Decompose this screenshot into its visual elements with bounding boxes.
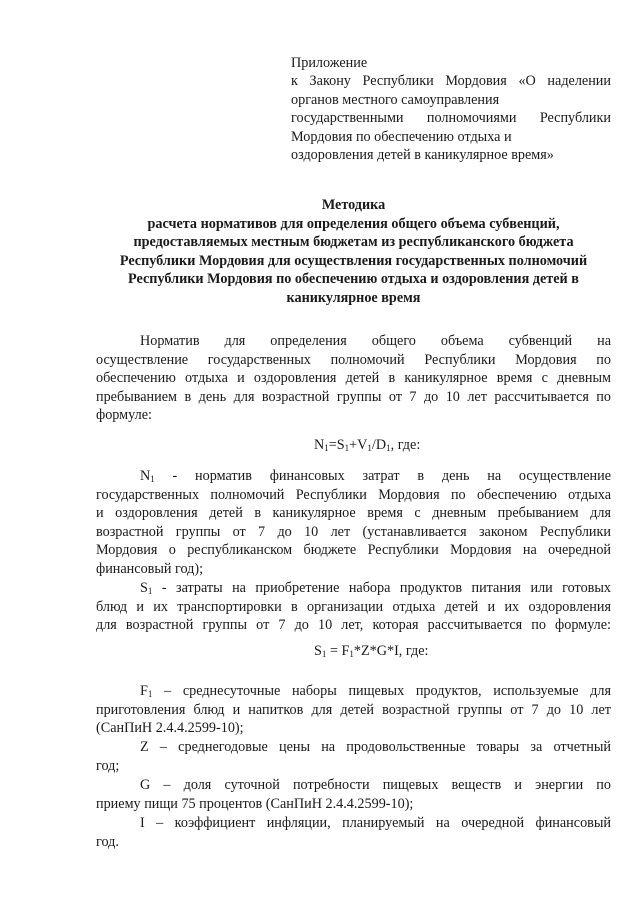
s1-definition — [96, 579, 611, 635]
definition-line — [96, 467, 611, 486]
title-line-2: расчета нормативов для определения общего объема субвенций, — [147, 215, 560, 232]
title-line-4: Республики Мордовия для осуществления государственных полномочий — [119, 252, 588, 269]
formula-part: =S — [328, 437, 345, 453]
formula-subscript: 1 — [321, 649, 327, 659]
definition-line: возрастной группы от 7 до 10 лет (устанавливается законом Республики — [96, 523, 611, 540]
definition-text: - норматив финансовых затрат в день на осуществление — [154, 468, 611, 484]
definition-line: год. — [96, 833, 119, 850]
intro-line: Норматив для определения общего объема субвенций на — [140, 333, 611, 349]
formula-subscript: 1 — [367, 443, 372, 453]
intro-line: обеспечению отдыха и оздоровления детей в каникулярное время с дневным — [96, 370, 611, 387]
definition-line: (СанПиН 2.4.4.2599-10); — [96, 720, 244, 737]
definition-line: блюд и их транспортировки в организации отдыха детей и их оздоровления — [96, 598, 611, 615]
definition-line: Мордовия о республиканском бюджете Республики Мордовия на очередной — [96, 542, 611, 559]
appendix-line-6: оздоровления детей в каникулярное время» — [291, 147, 554, 164]
formula-part: *Z*G*I, где: — [353, 643, 429, 659]
intro-line: осуществление государственных полномочий Республики Мордовия по — [96, 351, 611, 368]
intro-line: пребыванием в день для возрастной группы от 7 до 10 лет рассчитывается по — [96, 388, 611, 405]
symbol: N — [140, 468, 151, 484]
definition-line: I – коэффициент инфляции, планируемый на очередной финансовый — [140, 815, 611, 831]
formula-subscript: 1 — [344, 443, 350, 453]
formula-part: = F — [326, 643, 350, 659]
definition-line: приготовления блюд и напитков для детей возрастной группы от 7 до 10 лет — [96, 701, 611, 718]
symbol: S — [140, 580, 148, 596]
symbol: F — [140, 683, 148, 699]
i-definition — [96, 814, 611, 851]
definition-line: и оздоровления детей в каникулярное время с дневным пребыванием для — [96, 505, 611, 522]
symbol-subscript: 1 — [150, 474, 155, 484]
definition-line: Z – среднегодовые цены на продовольственные товары за отчетный — [140, 739, 611, 755]
appendix-header — [291, 54, 611, 164]
formula-part: +V — [349, 437, 368, 453]
title-line-6: каникулярное время — [286, 289, 421, 306]
definition-line: государственных полномочий Республики Мордовия по обеспечению отдыха — [96, 486, 611, 503]
appendix-line-2: к Закону Республики Мордовия «О наделении — [291, 73, 611, 90]
f1-definition — [96, 682, 611, 738]
definition-line — [96, 682, 611, 701]
z-definition — [96, 738, 611, 775]
formula-part: N — [314, 437, 325, 453]
formula-subscript: 1 — [349, 649, 354, 659]
formula-part: , где: — [390, 437, 421, 453]
document-title — [96, 196, 611, 308]
title-line-1: Методика — [321, 197, 386, 213]
formula-n1 — [314, 437, 420, 454]
formula-subscript: 1 — [386, 443, 391, 453]
appendix-line-3: органов местного самоуправления — [291, 91, 500, 108]
g-definition — [96, 776, 611, 813]
definition-line: приему пищи 75 процентов (СанПиН 2.4.4.2599-10); — [96, 795, 414, 812]
appendix-line-5: Мордовия по обеспечению отдыха и — [291, 128, 512, 145]
formula-part: /D — [371, 437, 387, 453]
formula-s1 — [314, 643, 428, 660]
symbol-subscript: 1 — [147, 586, 153, 596]
definition-line: финансовый год); — [96, 560, 204, 577]
appendix-line-1: Приложение — [291, 55, 368, 71]
definition-line: для возрастной группы от 7 до 10 лет, которая рассчитывается по формуле: — [96, 617, 611, 634]
intro-line: формуле: — [96, 407, 152, 424]
definition-line — [96, 579, 611, 598]
title-line-5: Республики Мордовия по обеспечению отдыха и оздоровления детей в — [128, 271, 579, 288]
formula-subscript: 1 — [324, 443, 329, 453]
definition-line: G – доля суточной потребности пищевых веществ и энергии по — [140, 777, 611, 793]
title-line-3: предоставляемых местным бюджетам из республиканского бюджета — [133, 234, 574, 251]
symbol-subscript: 1 — [147, 689, 153, 699]
intro-paragraph — [96, 332, 611, 425]
n1-definition — [96, 467, 611, 579]
definition-line: год; — [96, 757, 120, 774]
formula-part: S — [314, 643, 322, 659]
definition-text: - затраты на приобретение набора продуктов питания или готовых — [152, 580, 611, 596]
definition-text: – среднесуточные наборы пищевых продуктов, используемые для — [152, 683, 611, 699]
appendix-line-4: государственными полномочиями Республики — [291, 110, 611, 127]
